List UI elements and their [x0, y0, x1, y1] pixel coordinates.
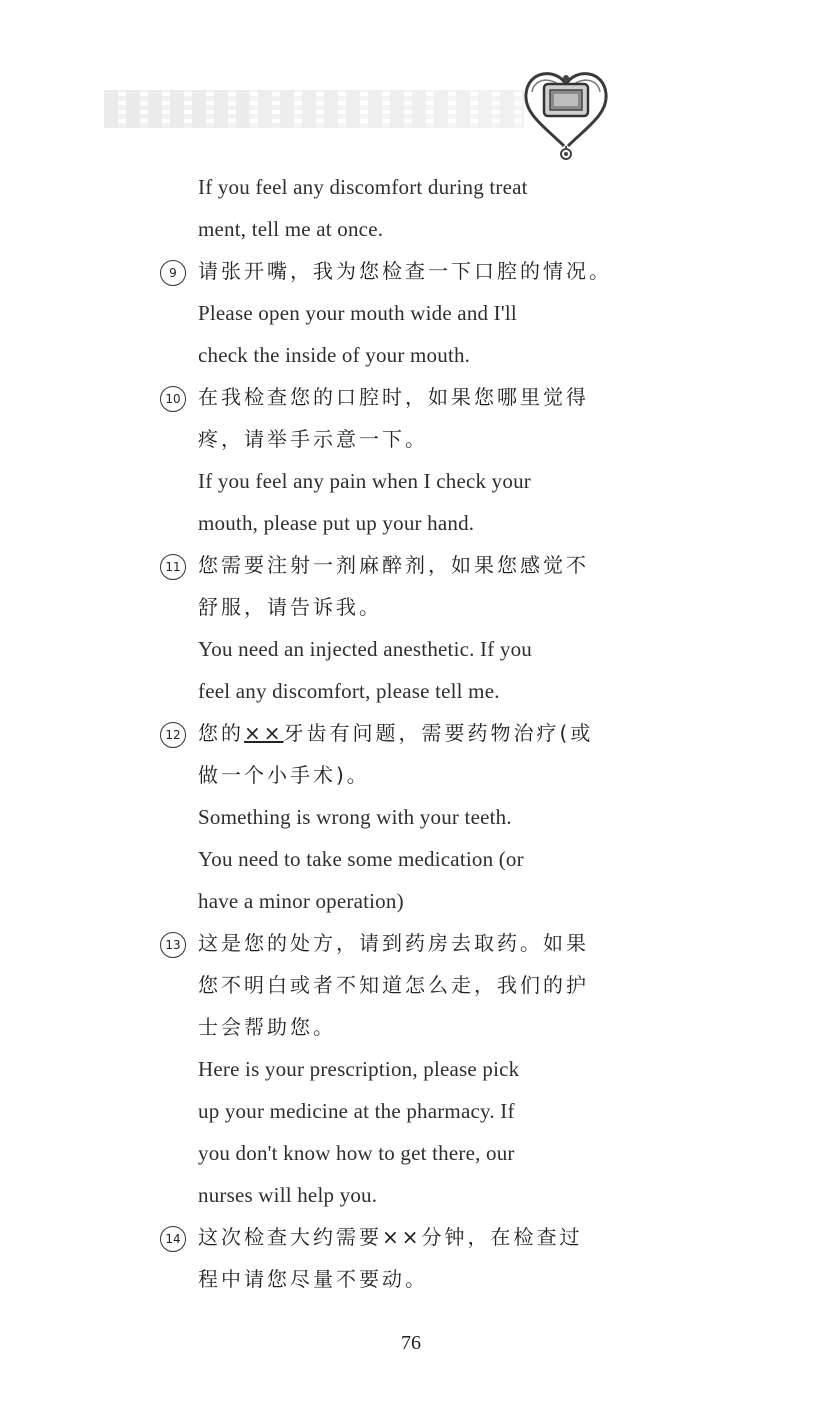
list-item-9 — [160, 250, 670, 292]
list-item-10 — [160, 376, 670, 418]
chinese-text: 您不明白或者不知道怎么走，我们的护 — [198, 973, 589, 997]
chinese-text: 程中请您尽量不要动。 — [198, 1267, 428, 1291]
text-line: ment, tell me at once. — [198, 217, 384, 241]
list-item-11 — [160, 544, 670, 586]
chinese-text: 这次检查大约需要××分钟，在检查过 — [198, 1225, 583, 1249]
circled-number-10: 10 — [160, 386, 186, 412]
text-line: check the inside of your mouth. — [198, 343, 471, 367]
page-number: 76 — [401, 1332, 421, 1354]
circled-number-12: 12 — [160, 722, 186, 748]
text-line: You need an injected anesthetic. If you — [198, 637, 532, 661]
text-line: If you feel any discomfort during treat — [198, 175, 528, 199]
chinese-text: 您需要注射一剂麻醉剂，如果您感觉不 — [198, 553, 589, 577]
list-item-12 — [160, 712, 670, 754]
text-line: mouth, please put up your hand. — [198, 511, 475, 535]
faded-header-text — [104, 90, 524, 128]
circled-number-14: 14 — [160, 1226, 186, 1252]
text-line: If you feel any pain when I check your — [198, 469, 531, 493]
text-line: have a minor operation) — [198, 889, 404, 913]
text-line: you don't know how to get there, our — [198, 1141, 515, 1165]
text-line: up your medicine at the pharmacy. If — [198, 1099, 515, 1123]
chinese-text: 在我检查您的口腔时，如果您哪里觉得 — [198, 385, 589, 409]
page-content — [160, 166, 670, 1300]
circled-number-13: 13 — [160, 932, 186, 958]
text-line: You need to take some medication (or — [198, 847, 524, 871]
text-line: Please open your mouth wide and I'll — [198, 301, 517, 325]
circled-number-9: 9 — [160, 260, 186, 286]
list-item-14 — [160, 1216, 670, 1258]
chinese-text: 牙齿有问题，需要药物治疗(或 — [283, 721, 594, 745]
chinese-text: 士会帮助您。 — [198, 1015, 336, 1039]
text-line: feel any discomfort, please tell me. — [198, 679, 500, 703]
chinese-text: 疼，请举手示意一下。 — [198, 427, 428, 451]
list-item-13 — [160, 922, 670, 964]
heart-pendant-icon — [518, 62, 614, 162]
text-line: nurses will help you. — [198, 1183, 378, 1207]
underlined-placeholder: ×× — [244, 721, 284, 745]
text-line: Something is wrong with your teeth. — [198, 805, 512, 829]
text-line: Here is your prescription, please pick — [198, 1057, 520, 1081]
chinese-text: 请张开嘴，我为您检查一下口腔的情况。 — [198, 259, 612, 283]
chinese-text: 您的 — [198, 721, 244, 745]
chinese-text: 这是您的处方，请到药房去取药。如果 — [198, 931, 589, 955]
circled-number-11: 11 — [160, 554, 186, 580]
chinese-text: 做一个小手术)。 — [198, 763, 370, 787]
chinese-text: 舒服，请告诉我。 — [198, 595, 382, 619]
